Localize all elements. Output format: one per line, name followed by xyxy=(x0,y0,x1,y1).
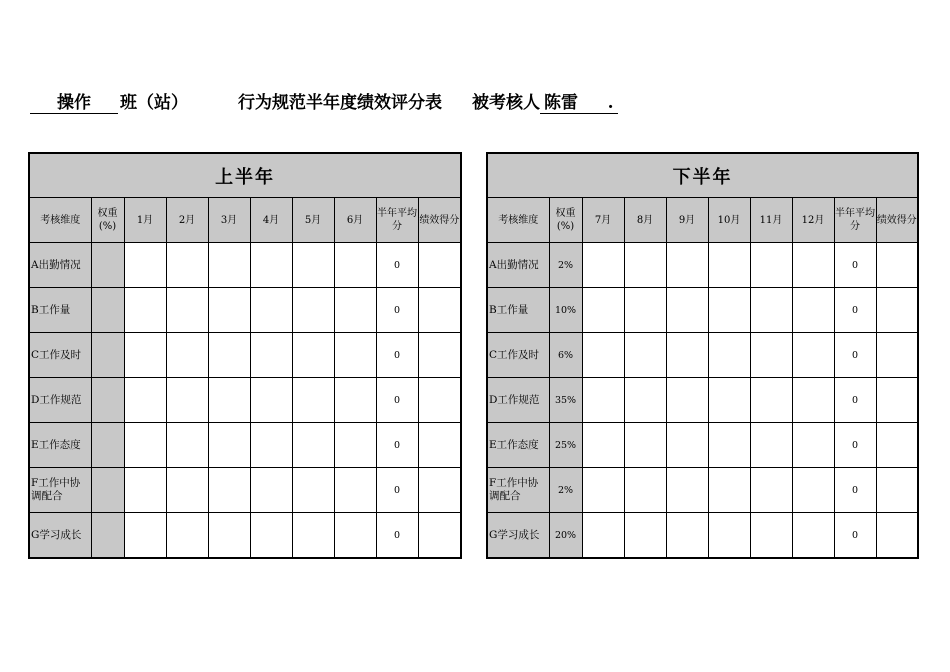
reviewee-label: 被考核人 xyxy=(472,93,540,113)
month-score-cell[interactable] xyxy=(792,423,834,468)
month-header: 12月 xyxy=(792,198,834,243)
dimension-cell: C工作及时 xyxy=(29,333,91,378)
month-score-cell[interactable] xyxy=(250,468,292,513)
month-score-cell[interactable] xyxy=(582,423,624,468)
month-score-cell[interactable] xyxy=(166,288,208,333)
table-row xyxy=(487,513,918,559)
month-score-cell[interactable] xyxy=(624,333,666,378)
month-score-cell[interactable] xyxy=(250,243,292,288)
weight-cell xyxy=(91,468,124,513)
dimension-cell: D工作规范 xyxy=(29,378,91,423)
dimension-cell: E工作态度 xyxy=(487,423,549,468)
month-score-cell[interactable] xyxy=(250,288,292,333)
weight-cell: 35% xyxy=(549,378,582,423)
dimension-cell: A出勤情况 xyxy=(29,243,91,288)
month-score-cell[interactable] xyxy=(292,423,334,468)
month-score-cell[interactable] xyxy=(624,288,666,333)
month-header: 3月 xyxy=(208,198,250,243)
dimension-cell: F工作中协调配合 xyxy=(29,468,91,513)
weight-cell: 25% xyxy=(549,423,582,468)
performance-score-cell[interactable] xyxy=(876,513,918,559)
month-score-cell[interactable] xyxy=(166,378,208,423)
department-name: 操作 xyxy=(30,93,118,114)
column-header-row xyxy=(487,198,918,243)
dimension-cell: E工作态度 xyxy=(29,423,91,468)
month-score-cell[interactable] xyxy=(166,468,208,513)
month-score-cell[interactable] xyxy=(792,333,834,378)
half-average-cell: 0 xyxy=(376,333,418,378)
month-score-cell[interactable] xyxy=(334,378,376,423)
month-header: 11月 xyxy=(750,198,792,243)
weight-cell xyxy=(91,378,124,423)
month-score-cell[interactable] xyxy=(334,423,376,468)
month-score-cell[interactable] xyxy=(250,333,292,378)
month-score-cell[interactable] xyxy=(708,333,750,378)
half-average-cell: 0 xyxy=(834,423,876,468)
form-title xyxy=(30,90,730,116)
month-score-cell[interactable] xyxy=(666,243,708,288)
month-score-cell[interactable] xyxy=(250,378,292,423)
weight-cell xyxy=(91,513,124,559)
form-name: 行为规范半年度绩效评分表 xyxy=(238,93,442,113)
half-average-cell: 0 xyxy=(376,513,418,559)
table-row xyxy=(487,378,918,423)
month-score-cell[interactable] xyxy=(582,378,624,423)
month-score-cell[interactable] xyxy=(124,378,166,423)
month-score-cell[interactable] xyxy=(166,513,208,559)
table-row xyxy=(29,468,461,513)
month-score-cell[interactable] xyxy=(750,513,792,559)
month-score-cell[interactable] xyxy=(208,243,250,288)
month-score-cell[interactable] xyxy=(792,243,834,288)
table-row xyxy=(29,378,461,423)
table-row xyxy=(29,288,461,333)
performance-score-cell[interactable] xyxy=(418,378,461,423)
month-score-cell[interactable] xyxy=(292,333,334,378)
half-average-cell: 0 xyxy=(834,378,876,423)
month-score-cell[interactable] xyxy=(124,243,166,288)
dimension-header: 考核维度 xyxy=(29,198,91,243)
month-header: 2月 xyxy=(166,198,208,243)
month-score-cell[interactable] xyxy=(124,513,166,559)
month-score-cell[interactable] xyxy=(292,243,334,288)
month-score-cell[interactable] xyxy=(334,468,376,513)
half-average-cell: 0 xyxy=(834,243,876,288)
month-score-cell[interactable] xyxy=(624,378,666,423)
month-score-cell[interactable] xyxy=(292,513,334,559)
dimension-cell: G学习成长 xyxy=(487,513,549,559)
table-row xyxy=(487,423,918,468)
performance-score-cell[interactable] xyxy=(876,288,918,333)
half-average-cell: 0 xyxy=(376,243,418,288)
performance-score-cell[interactable] xyxy=(418,243,461,288)
month-score-cell[interactable] xyxy=(792,288,834,333)
month-score-cell[interactable] xyxy=(124,288,166,333)
half-average-header: 半年平均分 xyxy=(834,198,876,243)
dimension-cell: G学习成长 xyxy=(29,513,91,559)
performance-score-cell[interactable] xyxy=(418,288,461,333)
month-score-cell[interactable] xyxy=(582,243,624,288)
month-score-cell[interactable] xyxy=(334,333,376,378)
table-row xyxy=(29,423,461,468)
performance-score-cell[interactable] xyxy=(418,423,461,468)
dimension-header: 考核维度 xyxy=(487,198,549,243)
table-row xyxy=(29,333,461,378)
table-row xyxy=(29,513,461,559)
month-score-cell[interactable] xyxy=(708,378,750,423)
month-score-cell[interactable] xyxy=(208,378,250,423)
half-average-cell: 0 xyxy=(376,423,418,468)
month-score-cell[interactable] xyxy=(666,468,708,513)
month-score-cell[interactable] xyxy=(292,378,334,423)
month-score-cell[interactable] xyxy=(666,513,708,559)
table-row xyxy=(487,468,918,513)
half-average-cell: 0 xyxy=(834,513,876,559)
half-label: 上半年 xyxy=(29,153,461,198)
performance-score-cell[interactable] xyxy=(418,333,461,378)
month-score-cell[interactable] xyxy=(666,378,708,423)
month-header: 5月 xyxy=(292,198,334,243)
month-score-cell[interactable] xyxy=(750,423,792,468)
month-score-cell[interactable] xyxy=(750,468,792,513)
dimension-cell: B工作量 xyxy=(29,288,91,333)
month-score-cell[interactable] xyxy=(708,243,750,288)
month-score-cell[interactable] xyxy=(750,378,792,423)
month-score-cell[interactable] xyxy=(624,513,666,559)
dimension-cell: A出勤情况 xyxy=(487,243,549,288)
month-score-cell[interactable] xyxy=(624,423,666,468)
table-row xyxy=(487,243,918,288)
weight-cell: 2% xyxy=(549,468,582,513)
month-score-cell[interactable] xyxy=(792,513,834,559)
half-average-cell: 0 xyxy=(376,378,418,423)
month-score-cell[interactable] xyxy=(124,468,166,513)
month-score-cell[interactable] xyxy=(624,468,666,513)
month-header: 4月 xyxy=(250,198,292,243)
weight-header: 权重(%) xyxy=(549,198,582,243)
column-header-row xyxy=(29,198,461,243)
weight-cell: 20% xyxy=(549,513,582,559)
month-score-cell[interactable] xyxy=(708,423,750,468)
month-score-cell[interactable] xyxy=(708,468,750,513)
half-average-header: 半年平均分 xyxy=(376,198,418,243)
weight-cell xyxy=(91,288,124,333)
first-half-table xyxy=(28,152,462,559)
month-score-cell[interactable] xyxy=(292,288,334,333)
month-score-cell[interactable] xyxy=(208,288,250,333)
month-score-cell[interactable] xyxy=(208,423,250,468)
month-score-cell[interactable] xyxy=(334,288,376,333)
month-score-cell[interactable] xyxy=(166,333,208,378)
reviewee-name xyxy=(540,93,618,114)
table-row xyxy=(487,288,918,333)
half-header-row xyxy=(487,153,918,198)
month-score-cell[interactable] xyxy=(666,423,708,468)
month-score-cell[interactable] xyxy=(582,513,624,559)
weight-cell: 2% xyxy=(549,243,582,288)
table-row xyxy=(29,243,461,288)
month-score-cell[interactable] xyxy=(208,513,250,559)
month-score-cell[interactable] xyxy=(750,288,792,333)
half-average-cell: 0 xyxy=(834,288,876,333)
weight-cell xyxy=(91,423,124,468)
weight-cell xyxy=(91,243,124,288)
month-score-cell[interactable] xyxy=(708,513,750,559)
dimension-cell: F工作中协调配合 xyxy=(487,468,549,513)
performance-score-cell[interactable] xyxy=(876,423,918,468)
month-header: 10月 xyxy=(708,198,750,243)
half-average-cell: 0 xyxy=(834,468,876,513)
performance-score-cell[interactable] xyxy=(418,513,461,559)
half-label: 下半年 xyxy=(487,153,918,198)
month-score-cell[interactable] xyxy=(792,378,834,423)
table-row xyxy=(487,333,918,378)
performance-score-cell[interactable] xyxy=(876,378,918,423)
month-score-cell[interactable] xyxy=(582,468,624,513)
weight-header: 权重(%) xyxy=(91,198,124,243)
performance-score-header: 绩效得分 xyxy=(876,198,918,243)
half-average-cell: 0 xyxy=(376,468,418,513)
month-score-cell[interactable] xyxy=(582,288,624,333)
month-header: 8月 xyxy=(624,198,666,243)
month-score-cell[interactable] xyxy=(582,333,624,378)
month-score-cell[interactable] xyxy=(792,468,834,513)
dimension-cell: C工作及时 xyxy=(487,333,549,378)
month-header: 7月 xyxy=(582,198,624,243)
month-score-cell[interactable] xyxy=(124,333,166,378)
performance-score-cell[interactable] xyxy=(418,468,461,513)
month-score-cell[interactable] xyxy=(666,288,708,333)
month-score-cell[interactable] xyxy=(666,333,708,378)
month-score-cell[interactable] xyxy=(166,243,208,288)
month-score-cell[interactable] xyxy=(334,243,376,288)
month-score-cell[interactable] xyxy=(166,423,208,468)
month-header: 1月 xyxy=(124,198,166,243)
month-score-cell[interactable] xyxy=(334,513,376,559)
performance-score-header: 绩效得分 xyxy=(418,198,461,243)
half-average-cell: 0 xyxy=(376,288,418,333)
half-header-row xyxy=(29,153,461,198)
month-score-cell[interactable] xyxy=(208,468,250,513)
weight-cell xyxy=(91,333,124,378)
second-half-table xyxy=(486,152,919,559)
performance-score-cell[interactable] xyxy=(876,243,918,288)
month-score-cell[interactable] xyxy=(708,288,750,333)
half-average-cell: 0 xyxy=(834,333,876,378)
month-score-cell[interactable] xyxy=(208,333,250,378)
month-score-cell[interactable] xyxy=(292,468,334,513)
reviewee-name-text: 陈雷 xyxy=(544,93,578,113)
performance-score-cell[interactable] xyxy=(876,333,918,378)
dimension-cell: D工作规范 xyxy=(487,378,549,423)
month-header: 9月 xyxy=(666,198,708,243)
month-header: 6月 xyxy=(334,198,376,243)
performance-score-cell[interactable] xyxy=(876,468,918,513)
weight-cell: 10% xyxy=(549,288,582,333)
month-score-cell[interactable] xyxy=(750,243,792,288)
weight-cell: 6% xyxy=(549,333,582,378)
reviewee-trailing-dot: . xyxy=(607,93,614,113)
month-score-cell[interactable] xyxy=(750,333,792,378)
month-score-cell[interactable] xyxy=(250,423,292,468)
month-score-cell[interactable] xyxy=(124,423,166,468)
month-score-cell[interactable] xyxy=(624,243,666,288)
month-score-cell[interactable] xyxy=(250,513,292,559)
dimension-cell: B工作量 xyxy=(487,288,549,333)
shift-label: 班（站） xyxy=(120,93,188,113)
